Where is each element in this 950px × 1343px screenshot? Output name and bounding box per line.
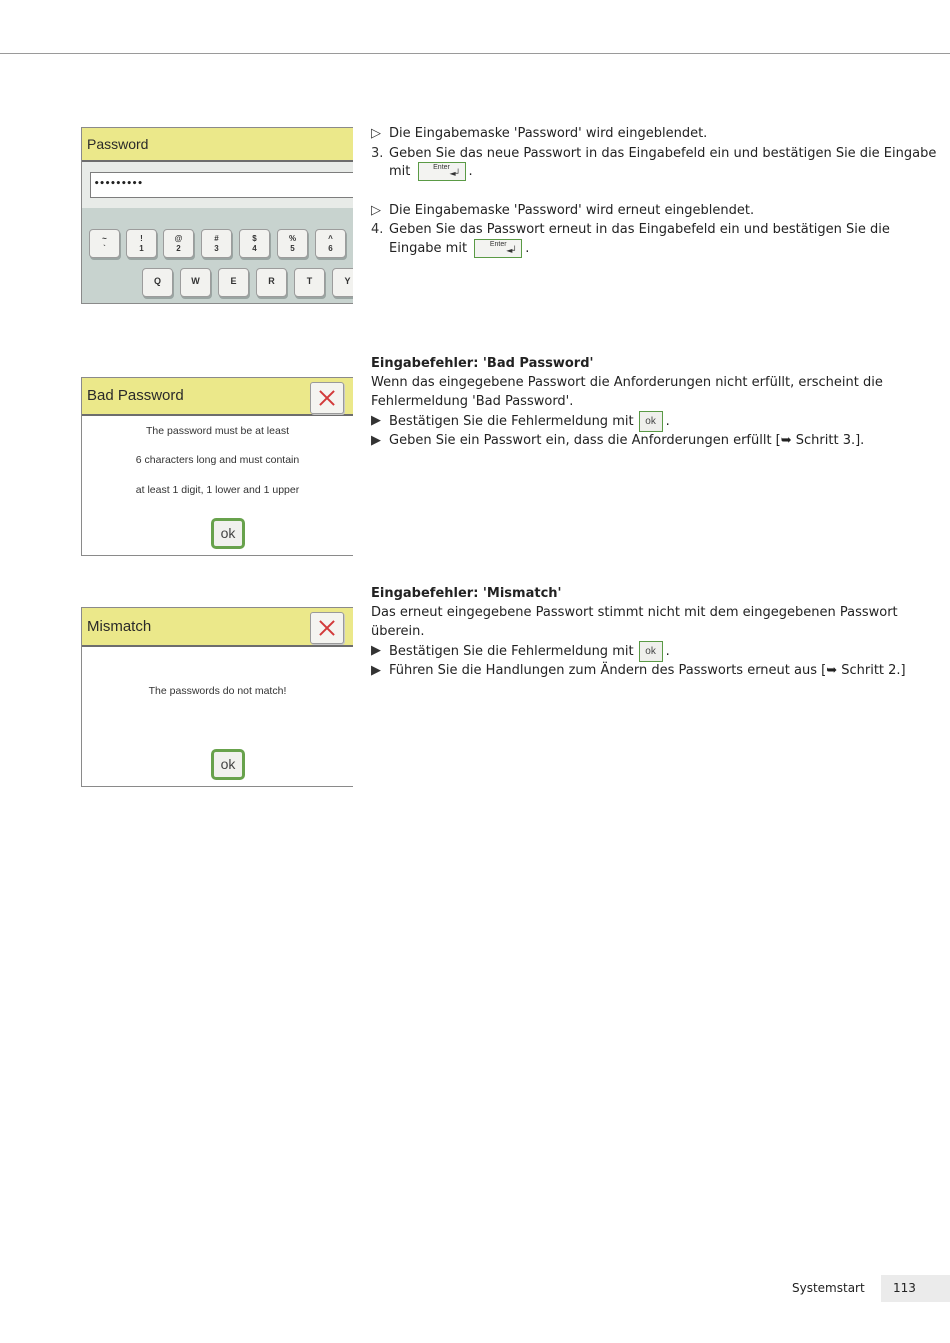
step-text: mit bbox=[389, 164, 411, 179]
ok-button[interactable]: ok bbox=[211, 749, 245, 780]
action-text-row bbox=[389, 411, 670, 432]
action-marker: ▶ bbox=[371, 663, 381, 678]
close-icon[interactable] bbox=[310, 382, 344, 414]
step-text: Geben Sie das Passwort erneut in das Eingabefeld ein und bestätigen Sie die bbox=[389, 222, 890, 237]
result-text: Die Eingabemaske 'Password' wird erneut eingeblendet. bbox=[389, 203, 755, 218]
password-title: Password bbox=[87, 136, 149, 152]
mismatch-title: Mismatch bbox=[87, 618, 152, 635]
step-number: 3. bbox=[371, 146, 384, 161]
action-text: Führen Sie die Handlungen zum Ändern des Passworts erneut aus [➥ Schritt 2.] bbox=[389, 663, 906, 678]
page-number: 113 bbox=[881, 1275, 950, 1302]
key-e[interactable]: E bbox=[218, 268, 249, 297]
body-text: überein. bbox=[371, 624, 425, 639]
close-icon[interactable] bbox=[310, 612, 344, 644]
password-screen-image bbox=[81, 127, 353, 304]
step-number: 4. bbox=[371, 222, 384, 237]
body-text: Wenn das eingegebene Passwort die Anforderungen nicht erfüllt, erscheint die bbox=[371, 375, 883, 390]
step-text: Eingabe mit bbox=[389, 241, 468, 256]
body-text: Das erneut eingegebene Passwort stimmt nicht mit dem eingegebenen Passwort bbox=[371, 605, 898, 620]
action-text-row bbox=[389, 641, 670, 662]
key-6[interactable]: ^ 6 bbox=[315, 229, 346, 258]
step-end: . bbox=[525, 241, 530, 256]
key-4[interactable]: $ 4 bbox=[239, 229, 270, 258]
key-y[interactable]: Y bbox=[332, 268, 353, 297]
enter-key-label: Enter bbox=[433, 164, 450, 171]
step-text-cont bbox=[389, 239, 529, 258]
bad-password-screen-image bbox=[81, 377, 353, 556]
step-text: Geben Sie das neue Passwort in das Eingabefeld ein und bestätigen Sie die Eingabe bbox=[389, 146, 937, 161]
mismatch-message: The passwords do not match! bbox=[148, 685, 287, 697]
step-end: . bbox=[468, 164, 473, 179]
ok-button[interactable]: ok bbox=[211, 518, 245, 549]
header-rule bbox=[0, 53, 950, 54]
key-1[interactable]: ! 1 bbox=[126, 229, 157, 258]
key-2[interactable]: @ 2 bbox=[163, 229, 194, 258]
mismatch-titlebar bbox=[82, 608, 353, 647]
bad-password-message-line: The password must be at least bbox=[146, 425, 289, 437]
section-heading: Eingabefehler: 'Mismatch' bbox=[371, 586, 562, 601]
footer-section-title: Systemstart bbox=[792, 1281, 865, 1295]
mismatch-screen-image bbox=[81, 607, 353, 787]
key-tilde[interactable]: ~ ` bbox=[89, 229, 120, 258]
ok-key-icon: ok bbox=[639, 411, 663, 432]
enter-key-label: Enter bbox=[489, 241, 507, 248]
action-end: . bbox=[665, 644, 670, 659]
password-titlebar bbox=[82, 128, 353, 162]
action-text: Geben Sie ein Passwort ein, dass die Anforderungen erfüllt [➥ Schritt 3.]. bbox=[389, 433, 865, 448]
action-marker: ▶ bbox=[371, 413, 381, 428]
action-marker: ▶ bbox=[371, 433, 381, 448]
key-3[interactable]: # 3 bbox=[201, 229, 232, 258]
section-heading: Eingabefehler: 'Bad Password' bbox=[371, 356, 594, 371]
enter-key-icon bbox=[418, 162, 466, 181]
body-text: Fehlermeldung 'Bad Password'. bbox=[371, 394, 574, 409]
bad-password-titlebar bbox=[82, 378, 353, 416]
step-text-cont bbox=[389, 162, 473, 181]
password-input[interactable]: ••••••••• bbox=[90, 172, 353, 198]
enter-key-icon bbox=[474, 239, 522, 258]
result-text: Die Eingabemaske 'Password' wird eingeblendet. bbox=[389, 126, 708, 141]
enter-arrow-icon: ◄┘ bbox=[449, 169, 461, 178]
action-end: . bbox=[665, 414, 670, 429]
key-t[interactable]: T bbox=[294, 268, 325, 297]
result-marker: ▷ bbox=[371, 126, 381, 141]
action-text: Bestätigen Sie die Fehlermeldung mit bbox=[389, 644, 634, 659]
action-text: Bestätigen Sie die Fehlermeldung mit bbox=[389, 414, 634, 429]
bad-password-title: Bad Password bbox=[87, 387, 184, 404]
ok-key-icon: ok bbox=[639, 641, 663, 662]
key-r[interactable]: R bbox=[256, 268, 287, 297]
enter-arrow-icon: ◄┘ bbox=[506, 246, 518, 255]
key-5[interactable]: % 5 bbox=[277, 229, 308, 258]
bad-password-message-line: 6 characters long and must contain bbox=[135, 454, 300, 466]
key-q[interactable]: Q bbox=[142, 268, 173, 297]
bad-password-message-line: at least 1 digit, 1 lower and 1 upper bbox=[135, 484, 300, 496]
result-marker: ▷ bbox=[371, 203, 381, 218]
action-marker: ▶ bbox=[371, 643, 381, 658]
key-w[interactable]: W bbox=[180, 268, 211, 297]
